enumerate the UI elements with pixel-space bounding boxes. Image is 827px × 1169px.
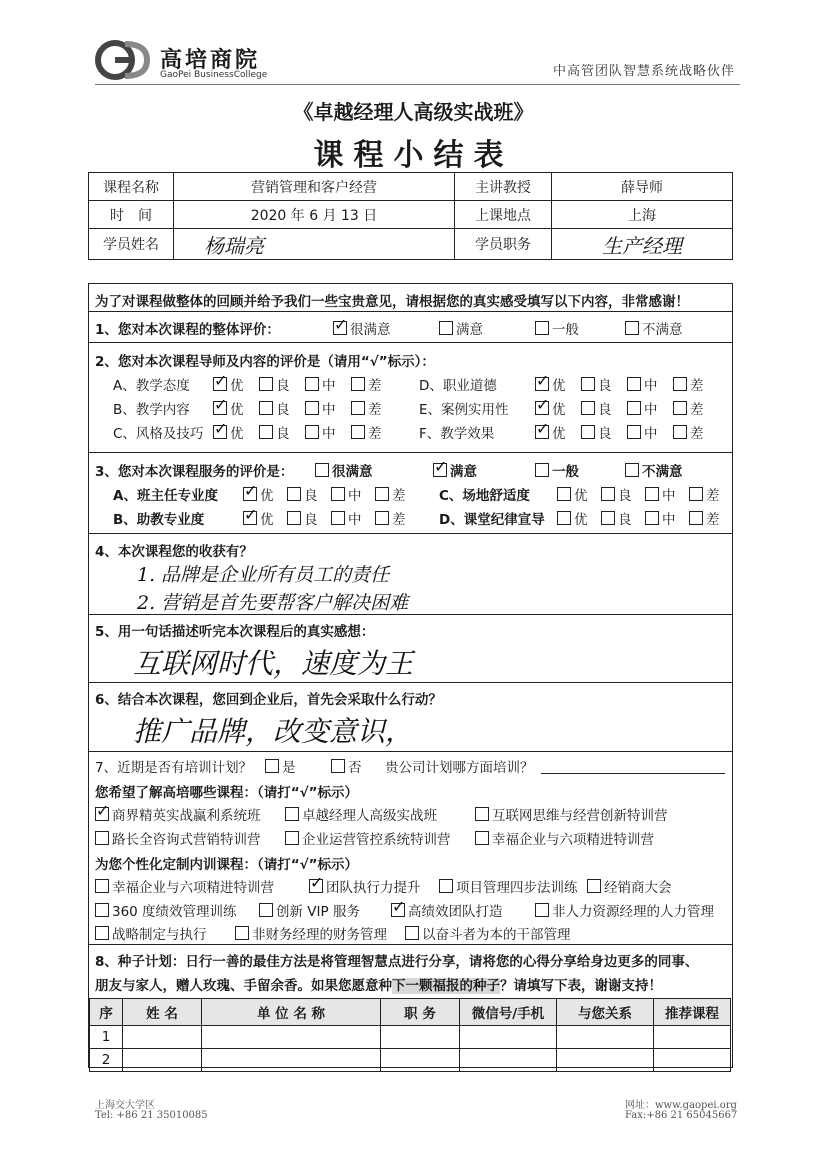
checkbox-icon[interactable] [259, 425, 273, 439]
checkbox-icon[interactable] [213, 401, 227, 415]
course-series-title: 《卓越经理人高级实战班》 [293, 100, 534, 124]
q3-option-satisfied[interactable]: ✓ 满意 [433, 460, 477, 480]
col-title: 职 务 [381, 999, 460, 1026]
option-label: 良 [598, 402, 612, 418]
q8-text-line2: 朋友与家人，赠人玫瑰、手留余香。如果您愿意种下一颗福报的种子？请填写下表，谢谢支持！ [95, 978, 662, 994]
q3-option-very-satisfied[interactable]: 很满意 [315, 460, 373, 480]
rating-option[interactable] [259, 398, 290, 418]
rating-option[interactable] [627, 398, 658, 418]
rating-option[interactable] [645, 484, 676, 504]
option-label: 以奋斗者为本的干部管理 [422, 927, 571, 943]
option-label: 中 [644, 426, 658, 442]
option-label: 差 [392, 512, 406, 528]
rating-option[interactable] [351, 422, 382, 442]
option-label: 中 [322, 378, 336, 394]
cell-input[interactable] [123, 1026, 202, 1049]
footer-fax: Fax:+86 21 65045667 [625, 1110, 738, 1121]
option-label: 企业运营管控系统特训营 [302, 832, 451, 848]
option-label: 良 [276, 402, 290, 418]
checkbox-icon[interactable] [475, 807, 489, 821]
q8-text-line1: 8、种子计划：日行一善的最佳方法是将管理智慧点进行分享，请将您的心得分享给身边更多的同事、 [95, 954, 699, 970]
checkbox-icon[interactable] [243, 511, 257, 525]
option-label: 差 [690, 402, 704, 418]
rating-option[interactable] [673, 374, 704, 394]
q7-no[interactable]: 否 [331, 756, 362, 776]
rating-option[interactable] [243, 484, 274, 504]
q5-label: 5、用一句话描述听完本次课程后的真实感想： [95, 624, 375, 640]
checkbox-icon[interactable] [673, 425, 687, 439]
rating-option[interactable] [645, 508, 676, 528]
rating-option[interactable] [375, 508, 406, 528]
checkbox-icon[interactable] [535, 903, 549, 917]
service-item-label: A、班主任专业度 [113, 488, 218, 504]
location-label: 上课地点 [455, 201, 552, 229]
option-label: 卓越经理人高级实战班 [302, 808, 437, 824]
option-label: 项目管理四步法训练 [456, 880, 578, 896]
footer-website[interactable]: 网址：www.gaopei.org [625, 1100, 737, 1111]
checkbox-icon[interactable] [625, 321, 639, 335]
option-label: 良 [598, 426, 612, 442]
q6-label: 6、结合本次课程，您回到企业后，首先会采取什么行动？ [95, 692, 442, 708]
option-label: 非财务经理的财务管理 [252, 927, 387, 943]
checkbox-icon[interactable] [391, 903, 405, 917]
rating-option[interactable] [557, 508, 588, 528]
course-option[interactable] [285, 828, 451, 848]
checkbox-icon[interactable] [535, 401, 549, 415]
checkbox-icon[interactable] [351, 425, 365, 439]
q4-label: 4、本次课程您的收获有？ [95, 544, 253, 560]
cell-input[interactable] [460, 1049, 557, 1072]
option-label: 团队执行力提升 [326, 880, 421, 896]
rating-item-label: B、教学内容 [113, 402, 190, 418]
q2-label: 2、您对本次课程导师及内容的评价是（请用“√”标示）： [95, 354, 435, 370]
option-label: 路长全咨询式营销特训营 [112, 832, 261, 848]
checkbox-icon[interactable] [581, 401, 595, 415]
checkbox-icon[interactable] [557, 511, 571, 525]
rating-option[interactable] [535, 398, 566, 418]
rating-item-label: F、教学效果 [419, 426, 495, 442]
q4-answer-2[interactable]: 2. 营销是首先要帮客户解决困难 [137, 592, 409, 614]
rating-item-label: C、风格及技巧 [113, 426, 204, 442]
option-label: 高绩效团队打造 [408, 904, 503, 920]
checkbox-icon[interactable] [439, 879, 453, 893]
option-label: 差 [392, 488, 406, 504]
rating-option[interactable] [673, 422, 704, 442]
option-label: 优 [552, 378, 566, 394]
rating-option[interactable] [213, 374, 244, 394]
checkbox-icon[interactable] [535, 425, 549, 439]
cell-input[interactable] [381, 1026, 460, 1049]
cell-input[interactable] [557, 1049, 654, 1072]
option-label: 互联网思维与经营创新特训营 [492, 808, 668, 824]
checkbox-icon[interactable] [315, 463, 329, 477]
option-label: 中 [644, 402, 658, 418]
checkbox-icon[interactable] [673, 401, 687, 415]
cell-input[interactable] [202, 1049, 381, 1072]
rating-item-label: D、职业道德 [419, 378, 497, 394]
checkbox-icon[interactable] [287, 487, 301, 501]
checkbox-icon[interactable] [627, 425, 641, 439]
header-divider [95, 84, 740, 85]
checkbox-icon[interactable] [625, 463, 639, 477]
position-label: 学员职务 [455, 229, 552, 260]
service-item-label: C、场地舒适度 [439, 488, 530, 504]
q7-yes[interactable]: 是 [265, 756, 296, 776]
option-label: 差 [706, 512, 720, 528]
tagline: 中高管团队智慧系统战略伙伴 [552, 64, 735, 79]
rating-option[interactable] [535, 374, 566, 394]
option-label: 优 [574, 512, 588, 528]
col-wechat: 微信号/手机 [460, 999, 557, 1026]
course-option[interactable] [95, 804, 261, 824]
custom-course-option[interactable] [439, 876, 578, 896]
checkbox-icon[interactable] [213, 377, 227, 391]
form-title: 课程小结表 [313, 138, 514, 173]
option-label: 差 [690, 426, 704, 442]
checkbox-icon[interactable] [689, 511, 703, 525]
row-index: 1 [90, 1026, 123, 1049]
option-label: 优 [230, 426, 244, 442]
rating-option[interactable] [351, 398, 382, 418]
rating-option[interactable] [243, 508, 274, 528]
rating-option[interactable] [305, 398, 336, 418]
service-item-label: D、课堂纪律宣导 [439, 512, 545, 528]
col-index: 序 [90, 999, 123, 1026]
option-label: 经销商大会 [604, 880, 672, 896]
rating-option[interactable] [557, 484, 588, 504]
checkbox-icon[interactable] [243, 487, 257, 501]
footer-campus: 上海交大学区 [95, 1100, 155, 1111]
option-label: 良 [304, 488, 318, 504]
rating-option[interactable] [259, 374, 290, 394]
option-label: 战略制定与执行 [112, 927, 207, 943]
checkbox-icon[interactable] [95, 903, 109, 917]
referral-table [89, 998, 731, 1072]
option-label: 差 [690, 378, 704, 394]
footer-tel: Tel: +86 21 35010085 [95, 1110, 208, 1121]
option-label: 优 [574, 488, 588, 504]
course-option[interactable] [475, 828, 654, 848]
rating-option[interactable] [213, 398, 244, 418]
q7-custom-label: 为您个性化定制内训课程：（请打“√”标示） [95, 857, 358, 873]
checkbox-icon[interactable] [627, 401, 641, 415]
custom-course-option[interactable] [535, 900, 714, 920]
checkbox-icon[interactable] [351, 377, 365, 391]
option-label: 差 [368, 402, 382, 418]
checkbox-icon[interactable] [333, 321, 347, 335]
rating-option[interactable] [627, 422, 658, 442]
rating-option[interactable] [351, 374, 382, 394]
rating-option[interactable] [673, 398, 704, 418]
option-label: 良 [276, 378, 290, 394]
checkbox-icon[interactable] [375, 487, 389, 501]
custom-course-option[interactable] [587, 876, 672, 896]
checkbox-icon[interactable] [235, 926, 249, 940]
option-label: 差 [368, 426, 382, 442]
rating-option[interactable] [259, 422, 290, 442]
checkbox-icon[interactable] [331, 487, 345, 501]
checkbox-icon[interactable] [213, 425, 227, 439]
custom-course-option[interactable] [95, 900, 237, 920]
rating-option[interactable] [213, 422, 244, 442]
checkbox-icon[interactable] [535, 321, 549, 335]
option-label: 良 [598, 378, 612, 394]
rating-option[interactable] [581, 422, 612, 442]
checkbox-icon[interactable] [581, 377, 595, 391]
instructor-label: 主讲教授 [455, 173, 552, 201]
q7-courses-label: 您希望了解高培哪些课程：（请打“√”标示） [95, 785, 358, 801]
option-label: 中 [322, 426, 336, 442]
cell-input[interactable] [654, 1026, 731, 1049]
option-label: 中 [662, 512, 676, 528]
option-label: 幸福企业与六项精进特训营 [492, 832, 654, 848]
checkbox-icon[interactable] [627, 377, 641, 391]
checkbox-icon[interactable] [587, 879, 601, 893]
q7-topic-input[interactable] [541, 773, 725, 774]
service-item-label: B、助教专业度 [113, 512, 205, 528]
col-course: 推荐课程 [654, 999, 731, 1026]
checkbox-icon[interactable] [405, 926, 419, 940]
custom-course-option[interactable] [95, 876, 274, 896]
col-company: 单 位 名 称 [202, 999, 381, 1026]
checkbox-icon[interactable] [305, 425, 319, 439]
rating-option[interactable] [287, 508, 318, 528]
custom-course-option[interactable] [405, 923, 571, 943]
option-label: 360 度绩效管理训练 [112, 904, 237, 920]
course-option[interactable] [285, 804, 437, 824]
checkbox-icon[interactable] [601, 511, 615, 525]
rating-option[interactable] [375, 484, 406, 504]
q7-topic-prompt: 贵公司计划哪方面培训？ [385, 760, 534, 776]
course-name-label: 课程名称 [89, 173, 174, 201]
q3-option-unsatisfied[interactable]: 不满意 [625, 460, 683, 480]
cell-input[interactable] [654, 1049, 731, 1072]
rating-option[interactable] [331, 484, 362, 504]
q6-answer[interactable]: 推广品牌，改变意识， [133, 715, 414, 748]
survey-intro: 为了对课程做整体的回顾并给予我们一些宝贵意见，请根据您的真实感受填写以下内容，非常感谢！ [95, 294, 689, 310]
option-label: 中 [348, 488, 362, 504]
time-value[interactable]: 2020 年 6 月 13 日 [174, 201, 455, 229]
option-label: 商界精英实战赢利系统班 [112, 808, 261, 824]
option-label: 中 [322, 402, 336, 418]
cell-input[interactable] [202, 1026, 381, 1049]
option-label: 优 [230, 378, 244, 394]
option-label: 中 [348, 512, 362, 528]
brand-name: 高培商院 [160, 47, 261, 73]
checkbox-icon[interactable] [433, 463, 447, 477]
rating-option[interactable] [581, 374, 612, 394]
option-label: 优 [260, 488, 274, 504]
cell-input[interactable] [123, 1049, 202, 1072]
checkbox-icon[interactable] [645, 487, 659, 501]
checkbox-icon[interactable] [95, 831, 109, 845]
rating-option[interactable] [689, 508, 720, 528]
q1-label: 1、您对本次课程的整体评价： [95, 322, 280, 338]
custom-course-option[interactable] [259, 900, 360, 920]
checkbox-icon[interactable] [439, 321, 453, 335]
checkbox-icon[interactable] [95, 879, 109, 893]
course-option[interactable] [95, 828, 261, 848]
checkbox-icon[interactable] [601, 487, 615, 501]
q1-option-very-satisfied[interactable]: ✓ 很满意 [333, 318, 391, 338]
checkbox-icon[interactable] [645, 511, 659, 525]
checkbox-icon[interactable] [331, 511, 345, 525]
course-name-value[interactable]: 营销管理和客户经营 [174, 173, 455, 201]
rating-option[interactable] [331, 508, 362, 528]
q1-option-average[interactable]: 一般 [535, 318, 579, 338]
student-name-label: 学员姓名 [89, 229, 174, 260]
checkbox-icon[interactable] [305, 377, 319, 391]
col-relation: 与您关系 [557, 999, 654, 1026]
option-label: 中 [662, 488, 676, 504]
option-label: 中 [644, 378, 658, 394]
location-value[interactable]: 上海 [552, 201, 733, 229]
checkbox-icon[interactable] [673, 377, 687, 391]
q5-answer[interactable]: 互联网时代，速度为王 [133, 647, 414, 680]
option-label: 良 [304, 512, 318, 528]
rating-item-label: E、案例实用性 [419, 402, 509, 418]
time-label: 时 间 [89, 201, 174, 229]
rating-option[interactable] [601, 508, 632, 528]
option-label: 差 [706, 488, 720, 504]
q8-highlight: 下一颗福报的种子 [392, 978, 500, 994]
checkbox-icon[interactable] [535, 463, 549, 477]
option-label: 良 [276, 426, 290, 442]
checkbox-icon[interactable] [287, 511, 301, 525]
checkbox-icon[interactable] [95, 807, 109, 821]
checkbox-icon[interactable] [259, 401, 273, 415]
checkbox-icon[interactable] [581, 425, 595, 439]
checkbox-icon[interactable] [259, 903, 273, 917]
position-value[interactable]: 生产经理 [552, 229, 733, 260]
cell-input[interactable] [460, 1026, 557, 1049]
checkbox-icon[interactable] [305, 401, 319, 415]
rating-option[interactable] [627, 374, 658, 394]
option-label: 创新 VIP 服务 [276, 904, 360, 920]
option-label: 良 [618, 512, 632, 528]
rating-option[interactable] [581, 398, 612, 418]
checkbox-icon[interactable] [285, 807, 299, 821]
q3-label: 3、您对本次课程服务的评价是： [95, 464, 294, 480]
rating-item-label: A、教学态度 [113, 378, 190, 394]
rating-option[interactable] [535, 422, 566, 442]
rating-option[interactable] [305, 374, 336, 394]
rating-option[interactable] [601, 484, 632, 504]
course-info-table [88, 172, 733, 260]
custom-course-option[interactable] [309, 876, 421, 896]
course-option[interactable] [475, 804, 668, 824]
checkbox-icon[interactable] [331, 759, 345, 773]
q7-label: 7、近期是否有培训计划？ [95, 760, 253, 776]
rating-option[interactable] [689, 484, 720, 504]
checkbox-icon[interactable] [557, 487, 571, 501]
option-label: 优 [230, 402, 244, 418]
checkbox-icon[interactable] [689, 487, 703, 501]
custom-course-option[interactable] [235, 923, 387, 943]
cell-input[interactable] [557, 1026, 654, 1049]
checkbox-icon[interactable] [351, 401, 365, 415]
option-label: 差 [368, 378, 382, 394]
checkbox-icon[interactable] [309, 879, 323, 893]
cell-input[interactable] [381, 1049, 460, 1072]
row-index: 2 [90, 1049, 123, 1072]
option-label: 优 [552, 402, 566, 418]
q1-option-unsatisfied[interactable]: 不满意 [625, 318, 683, 338]
student-name-value[interactable]: 杨瑞亮 [174, 229, 455, 260]
custom-course-option[interactable] [95, 923, 207, 943]
gaopei-logo-icon [95, 40, 153, 80]
checkbox-icon[interactable] [265, 759, 279, 773]
checkbox-icon[interactable] [475, 831, 489, 845]
option-label: 幸福企业与六项精进特训营 [112, 880, 274, 896]
table-row [90, 1049, 731, 1072]
custom-course-option[interactable] [391, 900, 503, 920]
q3-option-average[interactable]: 一般 [535, 460, 579, 480]
checkbox-icon[interactable] [535, 377, 549, 391]
option-label: 良 [618, 488, 632, 504]
checkbox-icon[interactable] [285, 831, 299, 845]
survey-form [88, 283, 733, 1068]
table-row [90, 1026, 731, 1049]
checkbox-icon[interactable] [259, 377, 273, 391]
option-label: 优 [552, 426, 566, 442]
brand-name-en: GaoPei BusinessCollege [160, 70, 268, 80]
rating-option[interactable] [305, 422, 336, 442]
checkbox-icon[interactable] [95, 926, 109, 940]
instructor-value[interactable]: 薛导师 [552, 173, 733, 201]
option-label: 优 [260, 512, 274, 528]
rating-option[interactable] [287, 484, 318, 504]
col-name: 姓 名 [123, 999, 202, 1026]
checkbox-icon[interactable] [375, 511, 389, 525]
q4-answer-1[interactable]: 1. 品牌是企业所有员工的责任 [137, 564, 390, 586]
option-label: 非人力资源经理的人力管理 [552, 904, 714, 920]
q1-option-satisfied[interactable]: 满意 [439, 318, 483, 338]
